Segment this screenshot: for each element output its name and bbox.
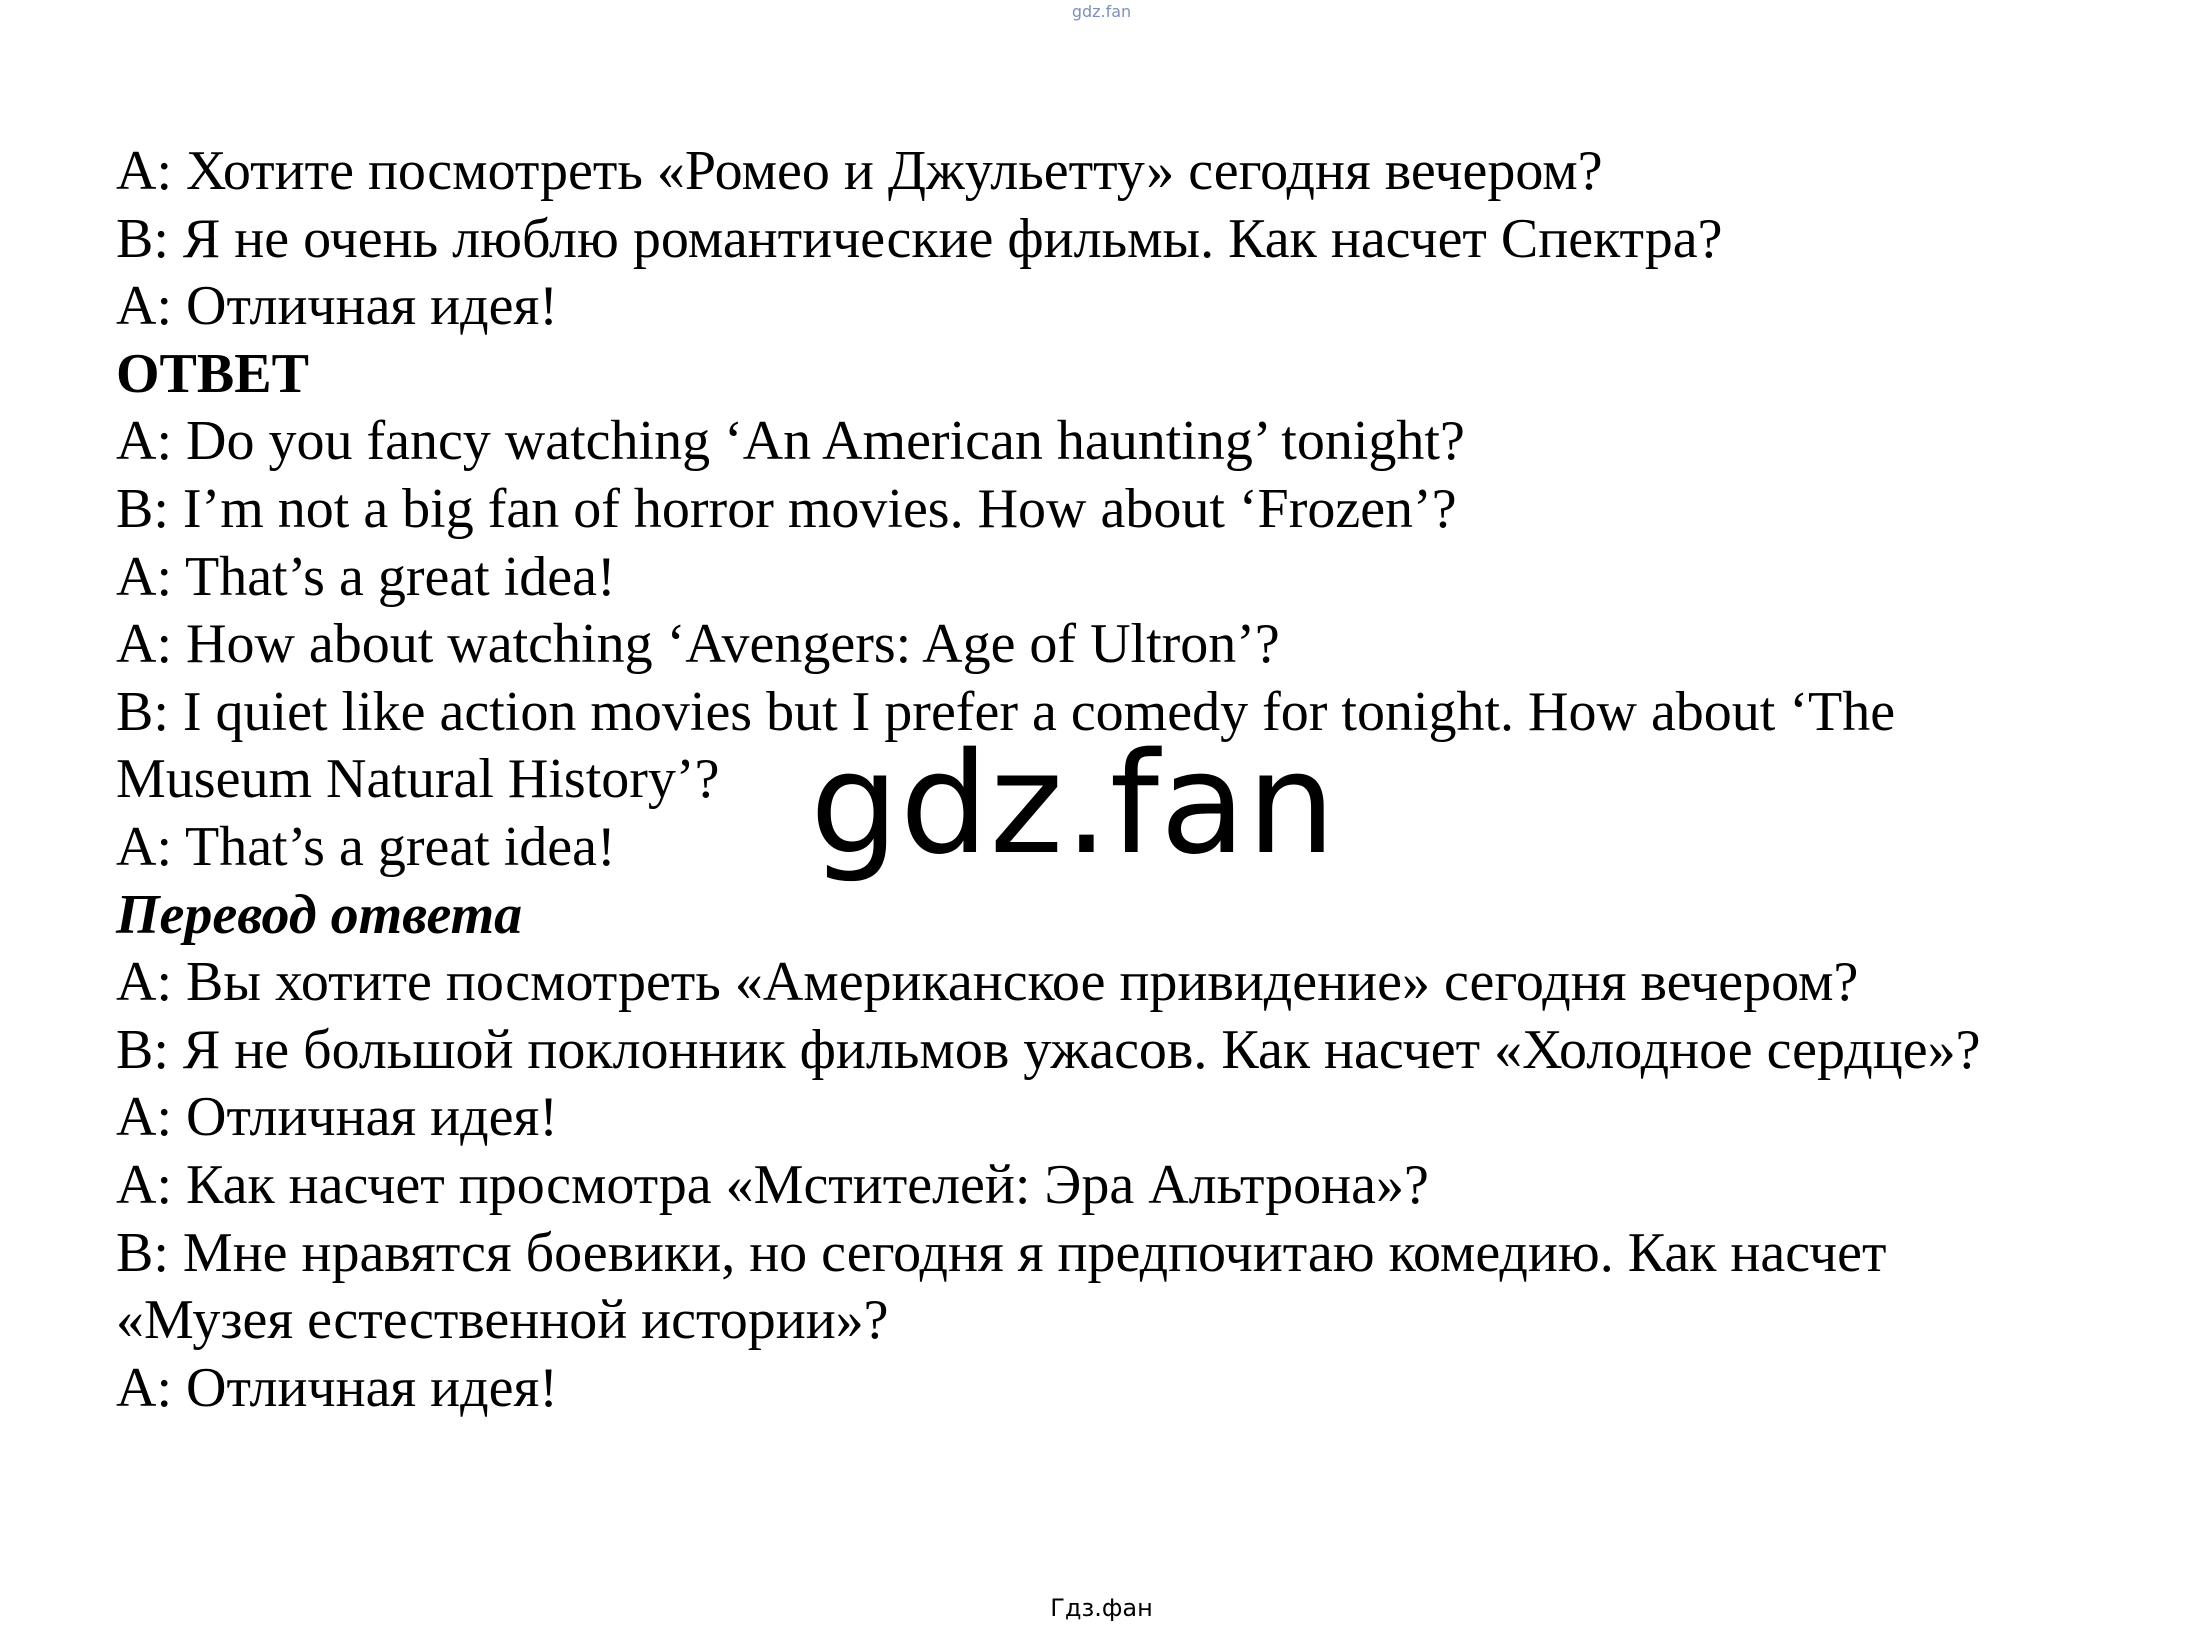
translation-dialogue <box>116 949 2076 1422</box>
translation-line: B: Я не большой поклонник фильмов ужасов. Как насчет «Холодное сердце»? <box>116 1018 1981 1081</box>
translation-line: A: Отличная идея! <box>116 1086 558 1149</box>
answer-line: B: I’m not a big fan of horror movies. How about ‘Frozen’? <box>116 477 1457 540</box>
translation-line: A: Отличная идея! <box>116 1356 558 1419</box>
task-dialogue <box>116 138 2076 341</box>
answer-line: A: Do you fancy watching ‘An American haunting’ tonight? <box>116 410 1465 473</box>
answer-line: A: How about watching ‘Avengers: Age of Ultron’? <box>116 613 1280 676</box>
header-watermark: gdz.fan <box>1071 2 1132 21</box>
site-watermark: gdz.fan <box>810 723 1337 886</box>
answer-line: A: That’s a great idea! <box>116 815 616 878</box>
task-line: A: Хотите посмотреть «Ромео и Джульетту» сегодня вечером? <box>116 140 1603 202</box>
translation-line: A: Вы хотите посмотреть «Американское привидение» сегодня вечером? <box>116 951 1859 1014</box>
page-footer: Гдз.фан <box>1050 1594 1153 1622</box>
answer-line: A: That’s a great idea! <box>116 545 616 608</box>
answer-line: B: I quiet like action movies but I prefer a comedy for tonight. How about ‘The Museum Natural History’? <box>116 680 1896 811</box>
task-line: B: Я не очень люблю романтические фильмы. Как насчет Спектра? <box>116 207 1723 270</box>
translation-line: B: Мне нравятся боевики, но сегодня я предпочитаю комедию. Как насчет «Музея естественной истории»? <box>116 1221 1887 1352</box>
translation-line: A: Как насчет просмотра «Мстителей: Эра Альтрона»? <box>116 1153 1429 1216</box>
task-line: A: Отличная идея! <box>116 275 558 338</box>
translation-heading: Перевод ответа <box>116 883 523 946</box>
answer-heading: ОТВЕТ <box>116 342 309 405</box>
